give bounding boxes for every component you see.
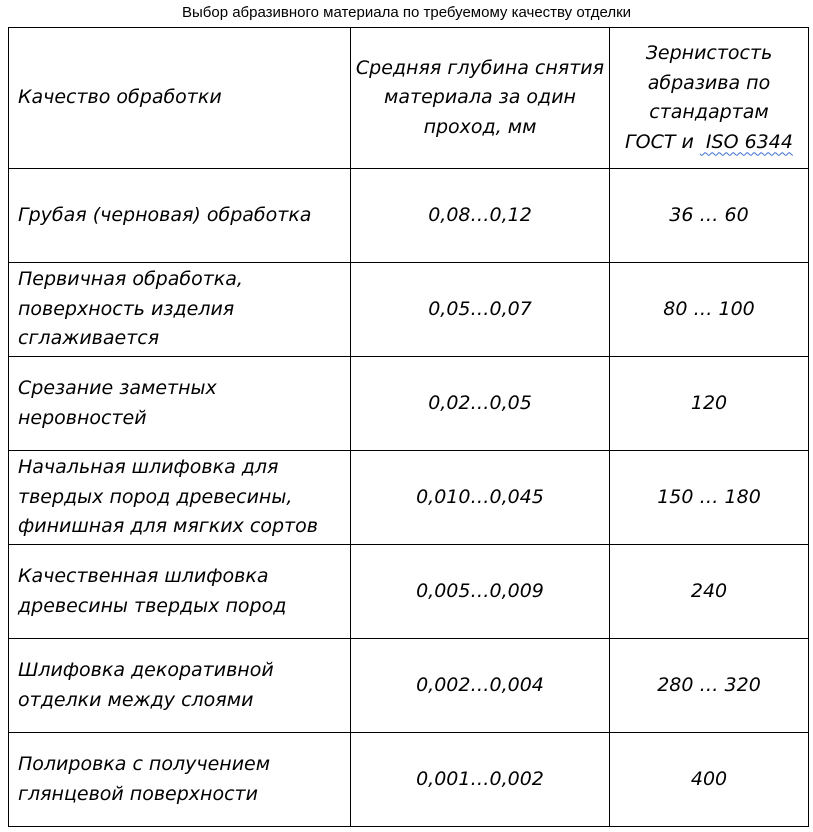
header-depth [351, 28, 610, 169]
row-quality [9, 357, 351, 451]
row-grit [610, 639, 809, 733]
header-grit-main: Зернистость абразива по стандартам [645, 42, 773, 123]
row-quality [9, 169, 351, 263]
row-depth-text: 0,010…0,045 [416, 485, 544, 508]
row-quality [9, 263, 351, 357]
abrasive-selection-table [8, 27, 809, 827]
row-grit [610, 733, 809, 827]
row-grit-text: 80 … 100 [663, 297, 755, 320]
row-depth [351, 639, 610, 733]
row-depth-text: 0,08…0,12 [428, 203, 532, 226]
row-grit [610, 451, 809, 545]
row-quality-text: Полировка с получением глянцевой поверхности [18, 753, 271, 805]
row-grit-text: 240 [690, 579, 728, 602]
header-grit-text [610, 39, 808, 157]
row-quality-text: Первичная обработка, поверхность изделия сглаживается [18, 268, 243, 350]
header-quality [9, 28, 351, 169]
row-quality-text: Срезание заметных неровностей [18, 377, 217, 429]
row-grit [610, 169, 809, 263]
row-quality-text: Качественная шлифовка древесины твердых пород [18, 565, 287, 617]
table-header-row [9, 28, 809, 169]
row-depth-text: 0,02…0,05 [428, 391, 532, 414]
header-depth-text: Средняя глубина снятия материала за один проход, мм [355, 56, 605, 138]
row-depth [351, 263, 610, 357]
header-grit-iso: ISO 6344 [699, 130, 793, 153]
row-quality [9, 451, 351, 545]
row-depth [351, 357, 610, 451]
row-grit [610, 545, 809, 639]
table-caption: Выбор абразивного материала по требуемому качеству отделки [181, 4, 632, 21]
row-depth-text: 0,005…0,009 [416, 579, 544, 602]
row-grit [610, 357, 809, 451]
row-grit [610, 263, 809, 357]
header-grit [610, 28, 809, 169]
row-depth-text: 0,05…0,07 [428, 297, 532, 320]
row-quality-text: Шлифовка декоративной отделки между слоями [18, 659, 274, 711]
row-quality [9, 733, 351, 827]
table-row [9, 733, 809, 827]
table-row [9, 451, 809, 545]
header-quality-text: Качество обработки [18, 86, 222, 109]
table-row [9, 357, 809, 451]
table-row [9, 545, 809, 639]
row-quality [9, 639, 351, 733]
row-depth-text: 0,002…0,004 [416, 673, 544, 696]
row-grit-text: 120 [690, 391, 728, 414]
row-depth [351, 545, 610, 639]
row-grit-text: 36 … 60 [669, 203, 749, 226]
table-row [9, 639, 809, 733]
table-row [9, 263, 809, 357]
row-grit-text: 400 [690, 767, 728, 790]
header-grit-standard: ГОСТ и [625, 130, 700, 153]
row-quality-text: Грубая (черновая) обработка [18, 203, 312, 226]
table-row [9, 169, 809, 263]
row-quality [9, 545, 351, 639]
row-quality-text: Начальная шлифовка для твердых пород древесины, финишная для мягких сортов [18, 456, 318, 538]
row-depth [351, 733, 610, 827]
row-depth-text: 0,001…0,002 [416, 767, 544, 790]
row-depth [351, 451, 610, 545]
row-depth [351, 169, 610, 263]
row-grit-text: 280 … 320 [657, 673, 761, 696]
row-grit-text: 150 … 180 [657, 485, 761, 508]
